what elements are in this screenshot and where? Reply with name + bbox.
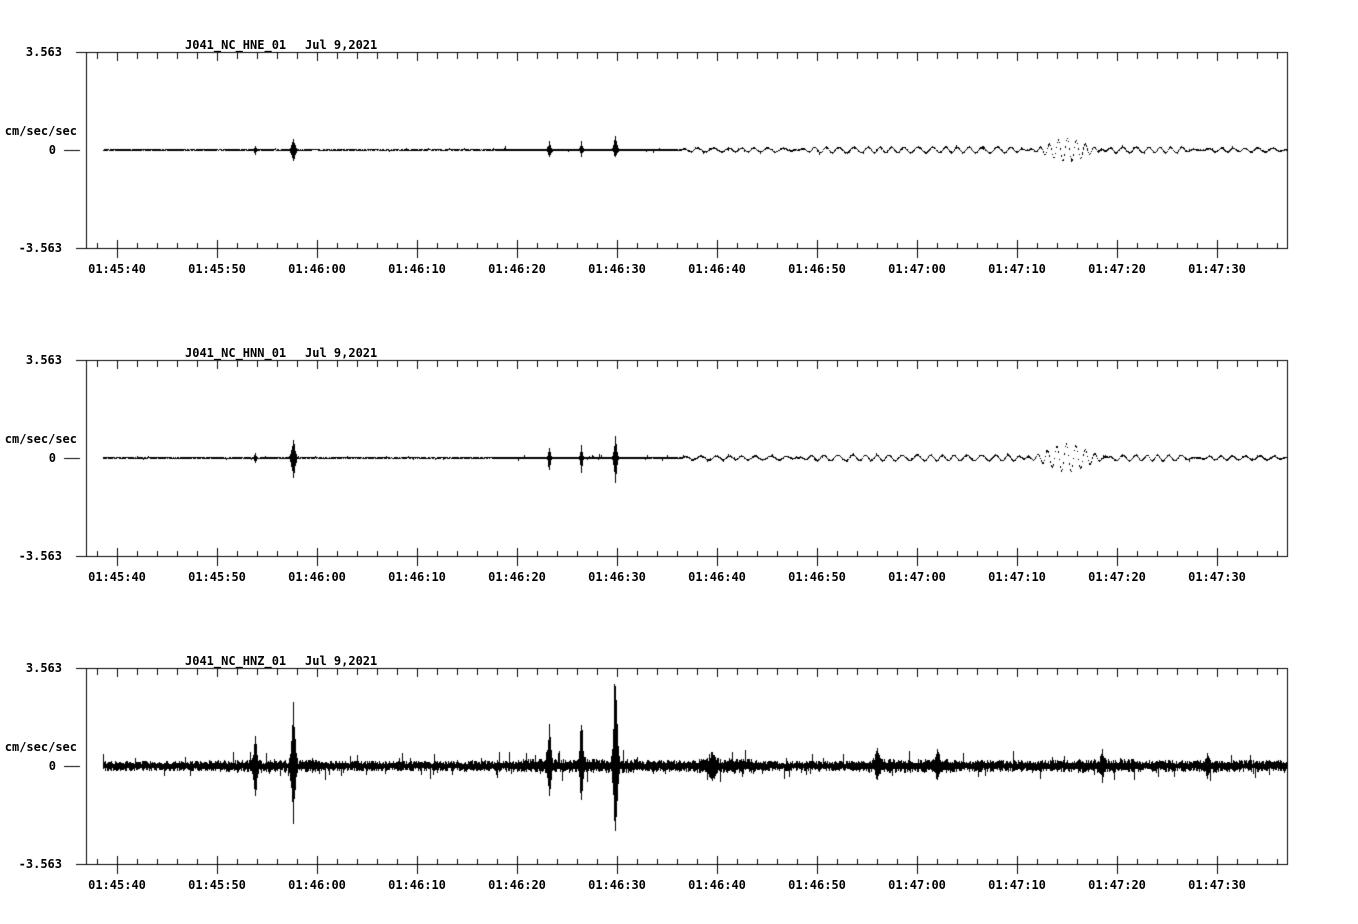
x-tick-label: 01:46:00 xyxy=(288,262,346,276)
x-tick-label: 01:47:30 xyxy=(1188,878,1246,892)
x-tick-label: 01:47:30 xyxy=(1188,262,1246,276)
seismogram-panel-hne xyxy=(0,38,1358,282)
x-tick-label: 01:45:50 xyxy=(188,570,246,584)
seismogram-panel-hnz xyxy=(0,654,1358,898)
panel-title-date: Jul 9,2021 xyxy=(305,38,378,52)
x-tick-label: 01:45:50 xyxy=(188,262,246,276)
y-axis-min-label: -3.563 xyxy=(18,241,62,255)
y-axis-unit-label: cm/sec/sec xyxy=(4,124,77,138)
x-tick-label: 01:46:30 xyxy=(588,878,646,892)
x-tick-label: 01:46:20 xyxy=(488,878,546,892)
x-tick-label: 01:46:40 xyxy=(688,570,746,584)
x-tick-label: 01:47:00 xyxy=(888,262,946,276)
panel-title-station: J041_NC_HNN_01 xyxy=(185,346,287,360)
y-axis-max-label: 3.563 xyxy=(25,661,62,675)
waveform-canvas-hnn xyxy=(0,346,1358,590)
waveform-canvas-hne xyxy=(0,38,1358,282)
y-axis-max-label: 3.563 xyxy=(25,353,62,367)
x-tick-label: 01:46:30 xyxy=(588,570,646,584)
x-tick-label: 01:46:50 xyxy=(788,570,846,584)
y-axis-unit-label: cm/sec/sec xyxy=(4,432,77,446)
x-tick-label: 01:46:30 xyxy=(588,262,646,276)
y-axis-zero-label: 0 xyxy=(48,451,56,465)
panel-title-station: J041_NC_HNE_01 xyxy=(185,38,287,52)
x-tick-label: 01:47:20 xyxy=(1088,878,1146,892)
x-tick-label: 01:46:40 xyxy=(688,878,746,892)
y-axis-zero-label: 0 xyxy=(48,143,56,157)
y-axis-zero-label: 0 xyxy=(48,759,56,773)
seismogram-panel-hnn xyxy=(0,346,1358,590)
x-tick-label: 01:45:40 xyxy=(88,570,146,584)
x-tick-label: 01:46:00 xyxy=(288,878,346,892)
x-tick-label: 01:46:10 xyxy=(388,570,446,584)
y-axis-min-label: -3.563 xyxy=(18,549,62,563)
x-axis-labels xyxy=(0,570,1358,586)
x-tick-label: 01:46:40 xyxy=(688,262,746,276)
waveform-canvas-hnz xyxy=(0,654,1358,898)
panel-title-station: J041_NC_HNZ_01 xyxy=(185,654,287,668)
x-tick-label: 01:46:50 xyxy=(788,262,846,276)
x-tick-label: 01:47:20 xyxy=(1088,262,1146,276)
x-tick-label: 01:47:10 xyxy=(988,262,1046,276)
x-tick-label: 01:47:20 xyxy=(1088,570,1146,584)
x-tick-label: 01:46:50 xyxy=(788,878,846,892)
x-tick-label: 01:45:40 xyxy=(88,262,146,276)
x-tick-label: 01:47:30 xyxy=(1188,570,1246,584)
x-tick-label: 01:47:00 xyxy=(888,570,946,584)
x-tick-label: 01:46:20 xyxy=(488,262,546,276)
x-tick-label: 01:46:20 xyxy=(488,570,546,584)
x-axis-labels xyxy=(0,262,1358,278)
x-axis-labels xyxy=(0,878,1358,894)
y-axis-unit-label: cm/sec/sec xyxy=(4,740,77,754)
x-tick-label: 01:47:10 xyxy=(988,570,1046,584)
x-tick-label: 01:47:10 xyxy=(988,878,1046,892)
panel-title-date: Jul 9,2021 xyxy=(305,346,378,360)
y-axis-max-label: 3.563 xyxy=(25,45,62,59)
panel-title-date: Jul 9,2021 xyxy=(305,654,378,668)
x-tick-label: 01:46:00 xyxy=(288,570,346,584)
x-tick-label: 01:46:10 xyxy=(388,878,446,892)
x-tick-label: 01:46:10 xyxy=(388,262,446,276)
x-tick-label: 01:45:40 xyxy=(88,878,146,892)
x-tick-label: 01:47:00 xyxy=(888,878,946,892)
x-tick-label: 01:45:50 xyxy=(188,878,246,892)
y-axis-min-label: -3.563 xyxy=(18,857,62,871)
